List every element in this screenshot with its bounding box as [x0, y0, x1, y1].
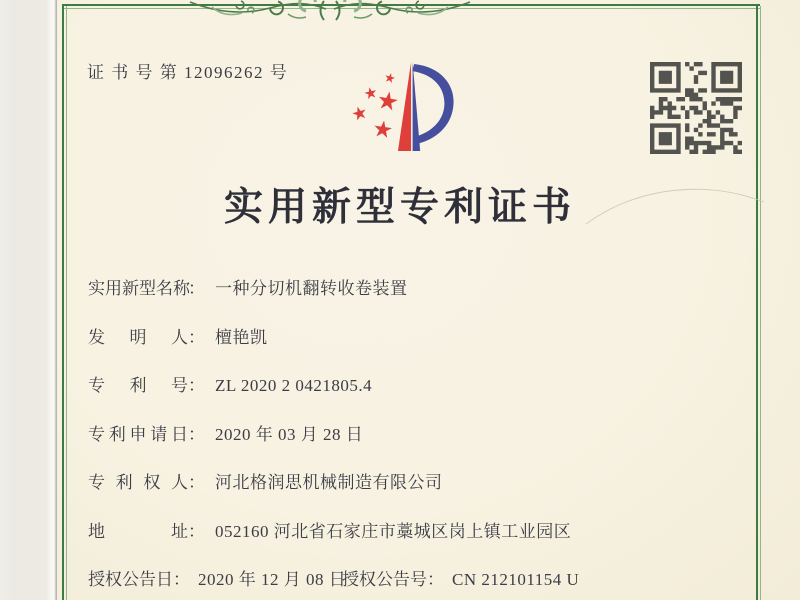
- field-label: 地址: [88, 521, 188, 541]
- cnipa-patent-logo-icon: [347, 60, 459, 156]
- field-value: CN 212101154 U: [452, 570, 580, 589]
- field-label: 授权公告号: [342, 570, 427, 589]
- field-colon: ：: [188, 473, 205, 492]
- certificate-fields: [0, 277, 800, 600]
- field-row-patent-number: [0, 374, 800, 423]
- grant-date-field: [88, 570, 346, 589]
- field-colon: ：: [188, 279, 205, 298]
- field-label: 实用新型名称: [88, 279, 190, 298]
- grant-number-field: [342, 568, 579, 592]
- certificate-title: 实用新型专利证书: [223, 186, 576, 229]
- field-label: 专利权人: [88, 473, 188, 492]
- field-colon: ：: [427, 570, 444, 589]
- green-scroll-ornament-icon: [188, 0, 472, 26]
- field-label: 发明人: [88, 327, 188, 347]
- field-value: 河北格润思机械制造有限公司: [215, 473, 443, 492]
- field-colon: ：: [188, 376, 205, 395]
- footer-row: [0, 568, 800, 600]
- field-value: 052160 河北省石家庄市藁城区岗上镇工业园区: [215, 521, 572, 541]
- field-row-address: [0, 520, 800, 569]
- field-label: 专利申请日: [88, 424, 188, 444]
- certificate-number: 证 书 号 第 12096262 号: [87, 63, 289, 82]
- field-value: 一种分切机翻转收卷装置: [215, 279, 408, 298]
- field-value: 2020 年 12 月 08 日: [198, 570, 347, 589]
- field-row-name: [0, 277, 800, 326]
- field-label: 专利号: [88, 376, 188, 395]
- field-colon: ：: [188, 521, 205, 541]
- qr-code-icon: [650, 62, 742, 154]
- field-row-inventor: [0, 326, 800, 375]
- field-value: 2020 年 03 月 28 日: [215, 424, 364, 444]
- field-label: 授权公告日: [88, 570, 173, 589]
- field-value: 檀艳凯: [215, 327, 268, 347]
- field-value: ZL 2020 2 0421805.4: [215, 376, 373, 395]
- field-colon: ：: [188, 424, 205, 444]
- field-row-patentee: [0, 471, 800, 520]
- field-colon: ：: [188, 327, 205, 347]
- field-colon: ：: [173, 570, 190, 589]
- field-row-filing-date: [0, 423, 800, 472]
